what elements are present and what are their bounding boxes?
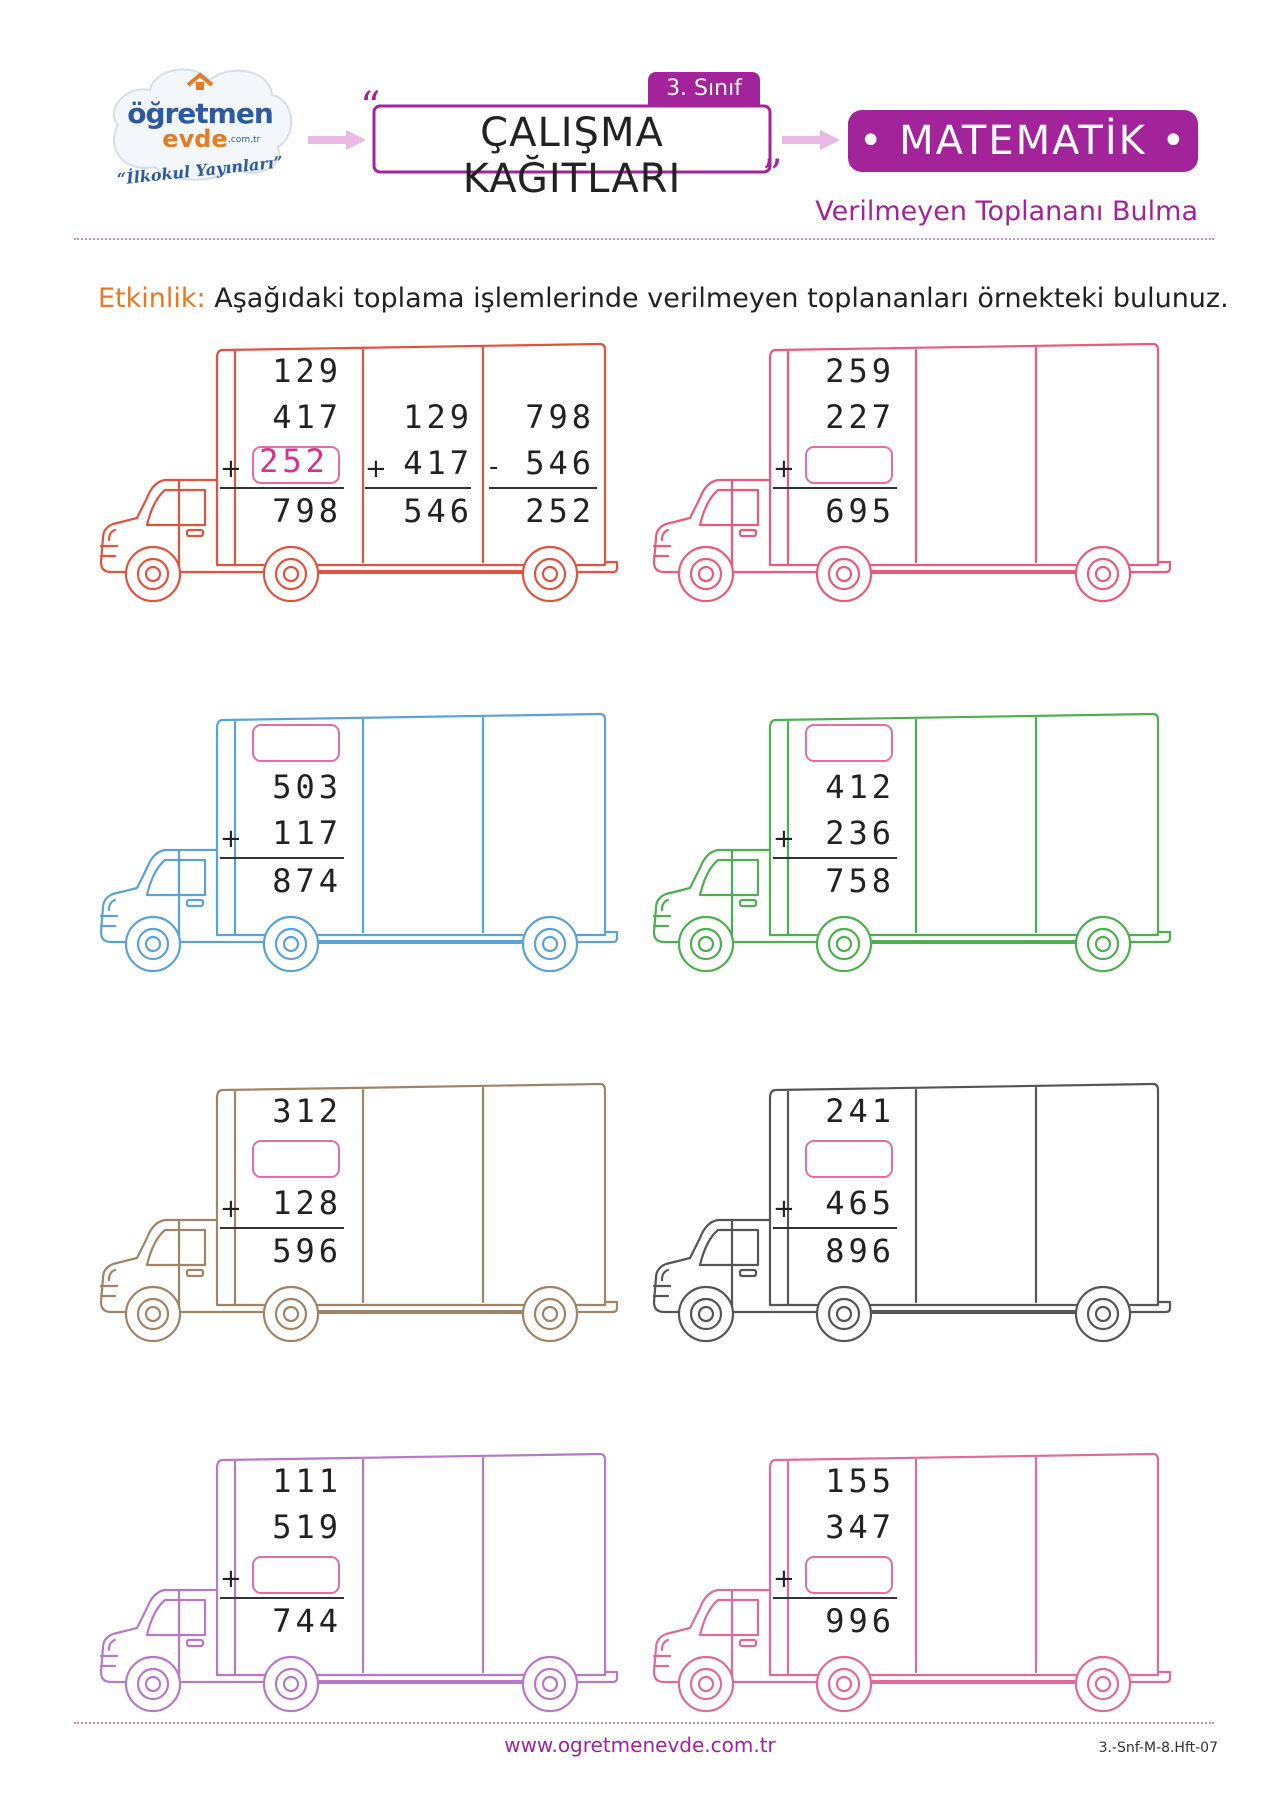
sum-total: 695 <box>825 492 895 530</box>
instruction <box>98 283 1229 314</box>
sum-line <box>773 487 897 489</box>
truck-illustration <box>648 710 1188 980</box>
plus-sign: + <box>220 824 242 854</box>
addend: 312 <box>272 1092 342 1130</box>
logo-wordmark: öğretmen <box>127 97 273 130</box>
plus-sign: + <box>773 454 795 484</box>
sum-total: 896 <box>825 1232 895 1270</box>
truck-card <box>95 1450 635 1720</box>
addend: 117 <box>272 814 342 852</box>
truck-card <box>648 340 1188 610</box>
sum-line <box>220 487 344 489</box>
truck-illustration <box>95 1080 635 1350</box>
plus-sign: + <box>773 1564 795 1594</box>
close-quote-icon: ” <box>762 152 783 198</box>
sum-total: 758 <box>825 862 895 900</box>
truck-card <box>95 1080 635 1350</box>
sum-total: 744 <box>272 1602 342 1640</box>
sum-line <box>220 1227 344 1229</box>
addend: 128 <box>272 1184 342 1222</box>
plus-sign: + <box>773 1194 795 1224</box>
answer-box[interactable] <box>252 724 340 762</box>
subtrahend: 546 <box>525 444 595 482</box>
addend: 111 <box>272 1462 342 1500</box>
addend: 129 <box>403 398 473 436</box>
publisher-logo <box>100 55 300 205</box>
addend: 155 <box>825 1462 895 1500</box>
sum-total: 798 <box>272 492 342 530</box>
sum-line <box>773 1597 897 1599</box>
minus-sign: - <box>489 452 499 482</box>
answer-box[interactable] <box>805 1556 893 1594</box>
answer-box[interactable] <box>805 724 893 762</box>
answer-box[interactable] <box>805 1140 893 1178</box>
answer-box[interactable] <box>252 1140 340 1178</box>
sum-line <box>489 487 597 489</box>
sum-line <box>773 857 897 859</box>
logo-domain: .com.tr <box>228 135 261 145</box>
truck-illustration <box>648 340 1188 610</box>
plus-sign: + <box>220 454 242 484</box>
truck-card <box>95 710 635 980</box>
truck-illustration <box>648 1080 1188 1350</box>
addend: 236 <box>825 814 895 852</box>
sum-total: 546 <box>403 492 473 530</box>
sum-line <box>365 487 471 489</box>
logo-slogan: “İlkokul Yayınları” <box>116 152 284 189</box>
answer-value: 252 <box>259 442 329 480</box>
answer-box[interactable] <box>805 446 893 484</box>
truck-illustration <box>648 1450 1188 1720</box>
grade-tag: 3. Sınıf <box>648 72 760 106</box>
addend: 417 <box>272 398 342 436</box>
instruction-label: Etkinlik: <box>98 283 206 314</box>
subject-badge: • MATEMATİK • <box>848 110 1198 172</box>
plus-sign: + <box>220 1564 242 1594</box>
addend: 417 <box>403 444 473 482</box>
truck-illustration <box>95 1450 635 1720</box>
sum-total: 596 <box>272 1232 342 1270</box>
logo-wordmark-evde: evde <box>162 125 228 153</box>
sum-line <box>220 857 344 859</box>
addend: 259 <box>825 352 895 390</box>
arrow-right-icon <box>306 128 368 152</box>
topic-title: Verilmeyen Toplananı Bulma <box>815 196 1198 227</box>
plus-sign: + <box>773 824 795 854</box>
addend: 519 <box>272 1508 342 1546</box>
plus-sign: + <box>365 454 387 484</box>
instruction-text: Aşağıdaki toplama işlemlerinde verilmeyen toplananları örnekteki bulunuz. <box>214 283 1229 314</box>
truck-card <box>648 710 1188 980</box>
arrow-right-icon <box>780 128 842 152</box>
addend: 412 <box>825 768 895 806</box>
addend: 129 <box>272 352 342 390</box>
addend: 227 <box>825 398 895 436</box>
footer-url[interactable]: www.ogretmenevde.com.tr <box>504 1733 776 1757</box>
plus-sign: + <box>220 1194 242 1224</box>
sum-line <box>220 1597 344 1599</box>
sum-total: 996 <box>825 1602 895 1640</box>
divider <box>74 1722 1214 1724</box>
addend: 465 <box>825 1184 895 1222</box>
truck-card <box>648 1080 1188 1350</box>
divider <box>74 238 1214 240</box>
addend: 241 <box>825 1092 895 1130</box>
open-quote-icon: “ <box>360 84 381 130</box>
truck-illustration <box>95 710 635 980</box>
sum-line <box>773 1227 897 1229</box>
worksheet-title: ÇALIŞMA KAĞITLARI <box>462 110 682 202</box>
footer-code: 3.-Snf-M-8.Hft-07 <box>1098 1740 1218 1756</box>
addend: 347 <box>825 1508 895 1546</box>
minuend: 798 <box>525 398 595 436</box>
addend: 503 <box>272 768 342 806</box>
answer-box[interactable] <box>252 1556 340 1594</box>
truck-card <box>648 1450 1188 1720</box>
truck-card <box>95 340 635 610</box>
difference: 252 <box>525 492 595 530</box>
sum-total: 874 <box>272 862 342 900</box>
